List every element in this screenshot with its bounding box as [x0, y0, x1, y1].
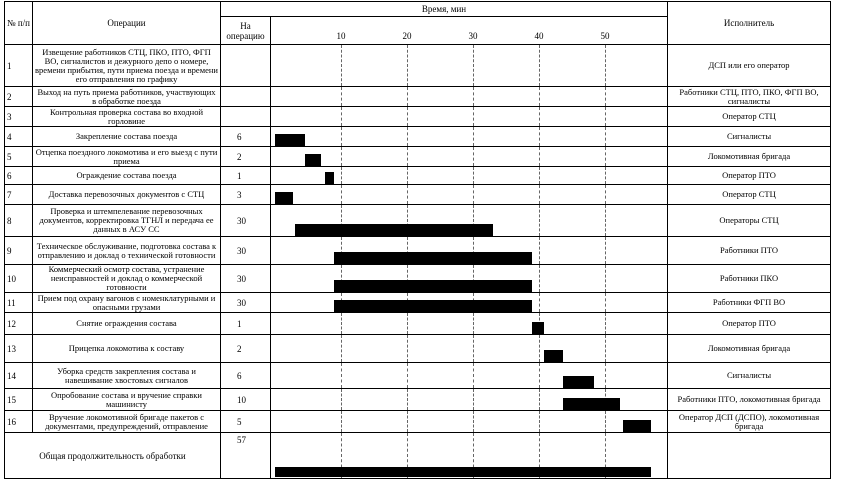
time-tick-label: 30 [468, 31, 478, 41]
gantt-bar [334, 300, 532, 312]
time-gridline [407, 167, 408, 184]
gantt-bar [295, 224, 493, 236]
operation-duration: 6 [221, 363, 271, 389]
row-number: 7 [5, 185, 33, 205]
operation-name: Ограждение состава поезда [33, 167, 221, 185]
time-gridline [605, 205, 606, 236]
executor-name: Оператор СТЦ [668, 185, 831, 205]
time-gridline [605, 185, 606, 204]
time-gridline [539, 127, 540, 146]
table-row [5, 45, 831, 87]
timeline-cell [271, 389, 668, 411]
executor-name: Работники ФГП ВО [668, 293, 831, 313]
time-gridline [341, 167, 342, 184]
operation-name: Извещение работников СТЦ, ПКО, ПТО, ФГП ВО, сигналистов и дежурного депо о номере, времени прибытия, пути приема поезда и времени его отправления по графику [33, 45, 221, 87]
executor-name: ДСП или его оператор [668, 45, 831, 87]
time-gridline [407, 107, 408, 126]
time-gridline [539, 335, 540, 362]
timeline-cell [271, 237, 668, 265]
timeline-cell [271, 205, 668, 237]
table-row [5, 265, 831, 293]
time-gridline [605, 147, 606, 166]
time-gridline [473, 45, 474, 86]
gantt-bar [275, 134, 305, 146]
table-row [5, 185, 831, 205]
gantt-bar [305, 154, 322, 166]
time-gridline [407, 313, 408, 334]
row-number: 11 [5, 293, 33, 313]
operation-name: Прицепка локомотива к составу [33, 335, 221, 363]
gantt-bar [275, 467, 651, 477]
table-row [5, 127, 831, 147]
time-gridline [473, 147, 474, 166]
operation-name: Вручение локомотивной бригаде пакетов с документами, предупреждений, отправление [33, 411, 221, 433]
time-gridline [407, 335, 408, 362]
row-number: 10 [5, 265, 33, 293]
time-gridline [539, 107, 540, 126]
row-number: 1 [5, 45, 33, 87]
time-gridline [605, 237, 606, 264]
timeline-cell [271, 293, 668, 313]
header-time: Время, мин [221, 2, 668, 17]
time-gridline [407, 147, 408, 166]
gantt-bar [334, 252, 532, 264]
executor-name: Локомотивная бригада [668, 335, 831, 363]
time-gridline [341, 411, 342, 432]
time-gridline [539, 147, 540, 166]
gantt-bar [334, 280, 532, 292]
operation-name: Закрепление состава поезда [33, 127, 221, 147]
operation-duration: 30 [221, 205, 271, 237]
time-gridline [539, 411, 540, 432]
time-gridline [539, 265, 540, 292]
table-row [5, 313, 831, 335]
executor-name: Операторы СТЦ [668, 205, 831, 237]
time-gridline [605, 411, 606, 432]
time-gridline [407, 87, 408, 106]
gantt-bar [532, 322, 544, 334]
operation-duration [221, 87, 271, 107]
executor-name: Работники СТЦ, ПТО, ПКО, ФГП ВО, сигналисты [668, 87, 831, 107]
header-executor: Исполнитель [668, 2, 831, 45]
gantt-bar [563, 376, 595, 388]
row-number: 5 [5, 147, 33, 167]
operation-duration [221, 45, 271, 87]
time-gridline [605, 293, 606, 312]
time-gridline [605, 167, 606, 184]
operation-name: Контрольная проверка состава во входной горловине [33, 107, 221, 127]
executor-name: Оператор ПТО [668, 167, 831, 185]
timeline-cell [271, 411, 668, 433]
gantt-bar [563, 398, 620, 410]
operation-duration: 30 [221, 265, 271, 293]
timeline-cell [271, 167, 668, 185]
time-gridline [473, 335, 474, 362]
time-gridline [605, 335, 606, 362]
executor-name: Сигналисты [668, 363, 831, 389]
time-gridline [341, 389, 342, 410]
row-number: 13 [5, 335, 33, 363]
operation-duration [221, 107, 271, 127]
time-gridline [407, 363, 408, 388]
time-tick-label: 50 [600, 31, 610, 41]
time-gridline [539, 363, 540, 388]
time-tick-label: 40 [534, 31, 544, 41]
total-executor-empty [668, 433, 831, 479]
time-gridline [539, 185, 540, 204]
time-gridline [605, 265, 606, 292]
time-gridline [473, 107, 474, 126]
time-gridline [605, 363, 606, 388]
table-row [5, 335, 831, 363]
time-gridline [341, 313, 342, 334]
executor-name: Работники ПТО, локомотивная бригада [668, 389, 831, 411]
executor-name: Оператор ДСП (ДСПО), локомотивная бригада [668, 411, 831, 433]
table-row [5, 167, 831, 185]
row-number: 14 [5, 363, 33, 389]
time-gridline [605, 87, 606, 106]
time-gridline [605, 313, 606, 334]
time-gridline [605, 45, 606, 86]
operation-name: Коммерческий осмотр состава, устранение неисправностей и доклад о коммерческой готовности [33, 265, 221, 293]
table-row [5, 293, 831, 313]
row-number: 16 [5, 411, 33, 433]
time-gridline [341, 45, 342, 86]
row-number: 3 [5, 107, 33, 127]
timeline-cell [271, 185, 668, 205]
timeline-cell [271, 363, 668, 389]
executor-name: Локомотивная бригада [668, 147, 831, 167]
gantt-bar [275, 192, 293, 204]
time-gridline [473, 87, 474, 106]
time-axis [271, 17, 668, 45]
operation-duration: 3 [221, 185, 271, 205]
operation-name: Проверка и штемпелевание перевозочных документов, корректировка ТГНЛ и передача ее данных в АСУ СС [33, 205, 221, 237]
time-tick-label: 10 [336, 31, 346, 41]
operation-name: Опробование состава и вручение справки машинисту [33, 389, 221, 411]
timeline-cell [271, 147, 668, 167]
time-gridline [539, 167, 540, 184]
row-number: 15 [5, 389, 33, 411]
operation-name: Снятие ограждения состава [33, 313, 221, 335]
time-gridline [539, 87, 540, 106]
executor-name: Оператор СТЦ [668, 107, 831, 127]
time-gridline [341, 363, 342, 388]
header-operations: Операции [33, 2, 221, 45]
operation-duration: 2 [221, 335, 271, 363]
table-row [5, 147, 831, 167]
time-gridline [341, 107, 342, 126]
total-duration: 57 [221, 433, 271, 479]
time-gridline [473, 167, 474, 184]
time-gridline [473, 127, 474, 146]
time-gridline [605, 107, 606, 126]
row-number: 9 [5, 237, 33, 265]
time-gridline [473, 313, 474, 334]
operation-name: Выход на путь приема работников, участвующих в обработке поезда [33, 87, 221, 107]
operation-duration: 10 [221, 389, 271, 411]
row-number: 6 [5, 167, 33, 185]
time-tick-label: 20 [402, 31, 412, 41]
executor-name: Работники ПТО [668, 237, 831, 265]
table-row [5, 237, 831, 265]
row-number: 8 [5, 205, 33, 237]
time-gridline [341, 147, 342, 166]
row-number: 4 [5, 127, 33, 147]
time-gridline [539, 237, 540, 264]
timeline-cell [271, 87, 668, 107]
operation-name: Прием под охрану вагонов с номенклатурными и опасными грузами [33, 293, 221, 313]
time-gridline [341, 127, 342, 146]
time-gridline [407, 127, 408, 146]
executor-name: Сигналисты [668, 127, 831, 147]
time-gridline [341, 87, 342, 106]
timeline-cell [271, 45, 668, 87]
time-gridline [473, 363, 474, 388]
gantt-bar [623, 420, 651, 432]
gantt-bar [544, 350, 562, 362]
table-row [5, 363, 831, 389]
table-row [5, 389, 831, 411]
timeline-cell [271, 335, 668, 363]
operation-duration: 30 [221, 293, 271, 313]
header-duration: На операцию [221, 17, 271, 45]
time-gridline [341, 185, 342, 204]
time-gridline [473, 185, 474, 204]
timeline-cell [271, 127, 668, 147]
operation-name: Уборка средств закрепления состава и навешивание хвостовых сигналов [33, 363, 221, 389]
timeline-cell [271, 433, 668, 479]
operation-name: Техническое обслуживание, подготовка состава к отправлению и доклад о технической готовности [33, 237, 221, 265]
operation-duration: 2 [221, 147, 271, 167]
operation-duration: 1 [221, 167, 271, 185]
time-gridline [473, 411, 474, 432]
time-gridline [407, 389, 408, 410]
time-gridline [407, 45, 408, 86]
gantt-bar [325, 172, 335, 184]
time-gridline [539, 389, 540, 410]
operation-name: Отцепка поездного локомотива и его выезд с пути приема [33, 147, 221, 167]
total-label: Общая продолжительность обработки [5, 433, 221, 479]
table-row [5, 107, 831, 127]
time-gridline [539, 293, 540, 312]
operation-duration: 6 [221, 127, 271, 147]
processing-schedule-table [4, 1, 831, 479]
operation-duration: 1 [221, 313, 271, 335]
row-number: 12 [5, 313, 33, 335]
operation-duration: 30 [221, 237, 271, 265]
time-gridline [605, 127, 606, 146]
time-gridline [539, 205, 540, 236]
timeline-cell [271, 107, 668, 127]
row-number: 2 [5, 87, 33, 107]
operation-duration: 5 [221, 411, 271, 433]
operation-name: Доставка перевозочных документов с СТЦ [33, 185, 221, 205]
time-gridline [473, 389, 474, 410]
table-row [5, 205, 831, 237]
executor-name: Оператор ПТО [668, 313, 831, 335]
executor-name: Работники ПКО [668, 265, 831, 293]
table-row [5, 411, 831, 433]
table-row [5, 87, 831, 107]
timeline-cell [271, 265, 668, 293]
header-num: № п/п [5, 2, 33, 45]
total-row [5, 433, 831, 479]
time-gridline [539, 45, 540, 86]
time-gridline [341, 335, 342, 362]
time-gridline [407, 185, 408, 204]
timeline-cell [271, 313, 668, 335]
time-gridline [407, 411, 408, 432]
